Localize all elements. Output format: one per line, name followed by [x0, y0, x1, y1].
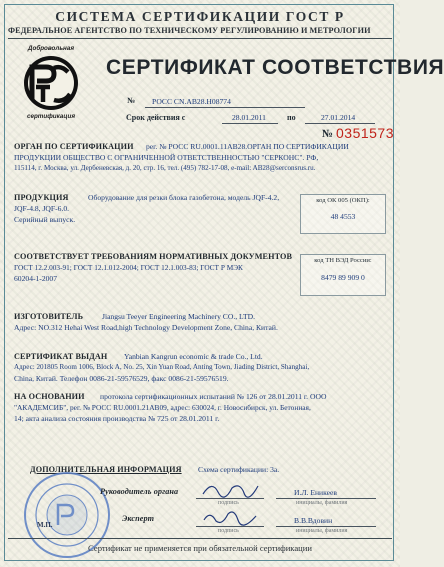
expert-sign-caption: подпись — [218, 528, 239, 534]
issued-to-address-line2: China, Китай. Телефон 0086-21-59576529, факс 0086-21-59576519. — [14, 374, 229, 383]
basis-line3: 14; акта анализа состояния производства № 725 от 28.01.2011 г. — [14, 414, 220, 423]
valid-to-underline — [305, 123, 375, 124]
expert-label: Эксперт — [122, 514, 155, 523]
blank-no-label: № — [322, 128, 334, 140]
logo-top-text: Добровольная — [27, 45, 75, 52]
basis-label: НА ОСНОВАНИИ — [14, 392, 85, 401]
issued-to-label: СЕРТИФИКАТ ВЫДАН — [14, 352, 108, 361]
product-line2: JQF-4.8, JQF-6.0. — [14, 204, 70, 213]
expert-initials-caption: инициалы, фамилия — [296, 528, 348, 534]
stamp-mp-label: М.П. — [37, 521, 53, 529]
expert-signature-line — [196, 526, 264, 527]
head-signature-icon — [200, 478, 260, 500]
tnved-label: код ТН ВЭД России: — [314, 257, 372, 264]
head-name-line — [276, 498, 376, 499]
standards-label: СООТВЕТСТВУЕТ ТРЕБОВАНИЯМ НОРМАТИВНЫХ ДОКУМЕНТОВ — [14, 252, 293, 261]
issued-to-address-line1: Адрес: 201805 Room 1006, Block A, No. 25, Xin Yuan Road, Anting Town, Jiading District, Shanghai, — [14, 363, 310, 371]
product-line1: Оборудование для резки блока газобетона, модель JQF-4.2, — [88, 193, 280, 202]
organ-line1: рег. № РОСС RU.0001.11AB28.ОРГАН ПО СЕРТИФИКАЦИИ — [146, 142, 349, 151]
footer-note: Сертификат не применяется при обязательной сертификации — [88, 543, 312, 553]
head-label: Руководитель органа — [100, 487, 179, 496]
agency-title: ФЕДЕРАЛЬНОЕ АГЕНТСТВО ПО ТЕХНИЧЕСКОМУ РЕГУЛИРОВАНИЮ И МЕТРОЛОГИИ — [8, 26, 371, 35]
tnved-code-box — [300, 254, 386, 296]
reg-no-label: № — [127, 96, 136, 105]
reg-number: РОСС CN.AB28.H08774 — [152, 97, 231, 106]
pct-logo-icon — [20, 54, 82, 112]
standards-line2: 60204-1-2007 — [14, 274, 58, 283]
manufacturer-label: ИЗГОТОВИТЕЛЬ — [14, 312, 84, 321]
footer-divider — [8, 538, 392, 539]
expert-signature-icon — [200, 506, 260, 528]
basis-line2: "АКАДЕМСИБ", рег. № РОСС RU.0001.21АВ09, адрес: 630024, г. Новосибирск, ул. Бетонная, — [14, 403, 311, 412]
certificate-title: СЕРТИФИКАТ СООТВЕТСТВИЯ — [106, 56, 444, 79]
additional-info-text: Схема сертификации: 3а. — [198, 465, 280, 474]
head-name: И.Л. Еникеев — [294, 488, 337, 497]
expert-name-line — [276, 526, 376, 527]
organ-line3: 115114, г. Москва, ул. Дербеневская, д. 20, стр. 16, тел. (495) 782-17-08, e-mail: AB28@serconsrus.ru. — [14, 164, 316, 172]
logo-bottom-text: сертификация — [26, 113, 76, 120]
valid-from: 28.01.2011 — [232, 113, 266, 122]
to-label: по — [287, 113, 296, 122]
system-title: СИСТЕМА СЕРТИФИКАЦИИ ГОСТ Р — [55, 9, 345, 24]
manufacturer-name: Jiangsu Teeyer Engineering Machinery CO., LTD. — [102, 312, 255, 321]
head-sign-caption: подпись — [218, 500, 239, 506]
blank-serial-number: 0351573 — [336, 125, 395, 141]
standards-line1: ГОСТ 12.2.003-91; ГОСТ 12.1.012-2004; ГОСТ 12.1.003-83; ГОСТ Р МЭК — [14, 263, 243, 272]
head-signature-line — [196, 498, 264, 499]
basis-line1: протокола сертификационных испытаний № 126 от 28.01.2011 г. ООО — [100, 392, 327, 401]
organ-label: ОРГАН ПО СЕРТИФИКАЦИИ — [14, 142, 134, 151]
header-divider — [8, 38, 392, 39]
gost-r-logo — [20, 45, 82, 121]
manufacturer-address: Адрес: NO.312 Hehai West Road,high Technology Development Zone, China, Китай. — [14, 323, 278, 332]
product-label: ПРОДУКЦИЯ — [14, 193, 69, 202]
okp-code-box — [300, 194, 386, 234]
tnved-value: 8479 89 909 0 — [321, 273, 365, 282]
product-line3: Серийный выпуск. — [14, 215, 76, 224]
okp-label: код ОК 005 (ОКП): — [316, 197, 370, 204]
reg-number-underline — [145, 107, 305, 108]
additional-info-label: ДОПОЛНИТЕЛЬНАЯ ИНФОРМАЦИЯ — [30, 465, 182, 474]
expert-name: В.В.Вдовин — [294, 516, 333, 525]
organ-line2: ПРОДУКЦИИ ОБЩЕСТВО С ОГРАНИЧЕННОЙ ОТВЕТСТВЕННОСТЬЮ "СЕРКОНС". РФ, — [14, 153, 319, 162]
okp-value: 48 4553 — [330, 212, 356, 221]
validity-label: Срок действия с — [126, 113, 186, 122]
issued-to-name: Yanbian Kangrun economic & trade Co., Ltd. — [124, 352, 263, 361]
valid-to: 27.01.2014 — [321, 113, 356, 122]
head-initials-caption: инициалы, фамилия — [296, 500, 348, 506]
valid-from-underline — [222, 123, 278, 124]
